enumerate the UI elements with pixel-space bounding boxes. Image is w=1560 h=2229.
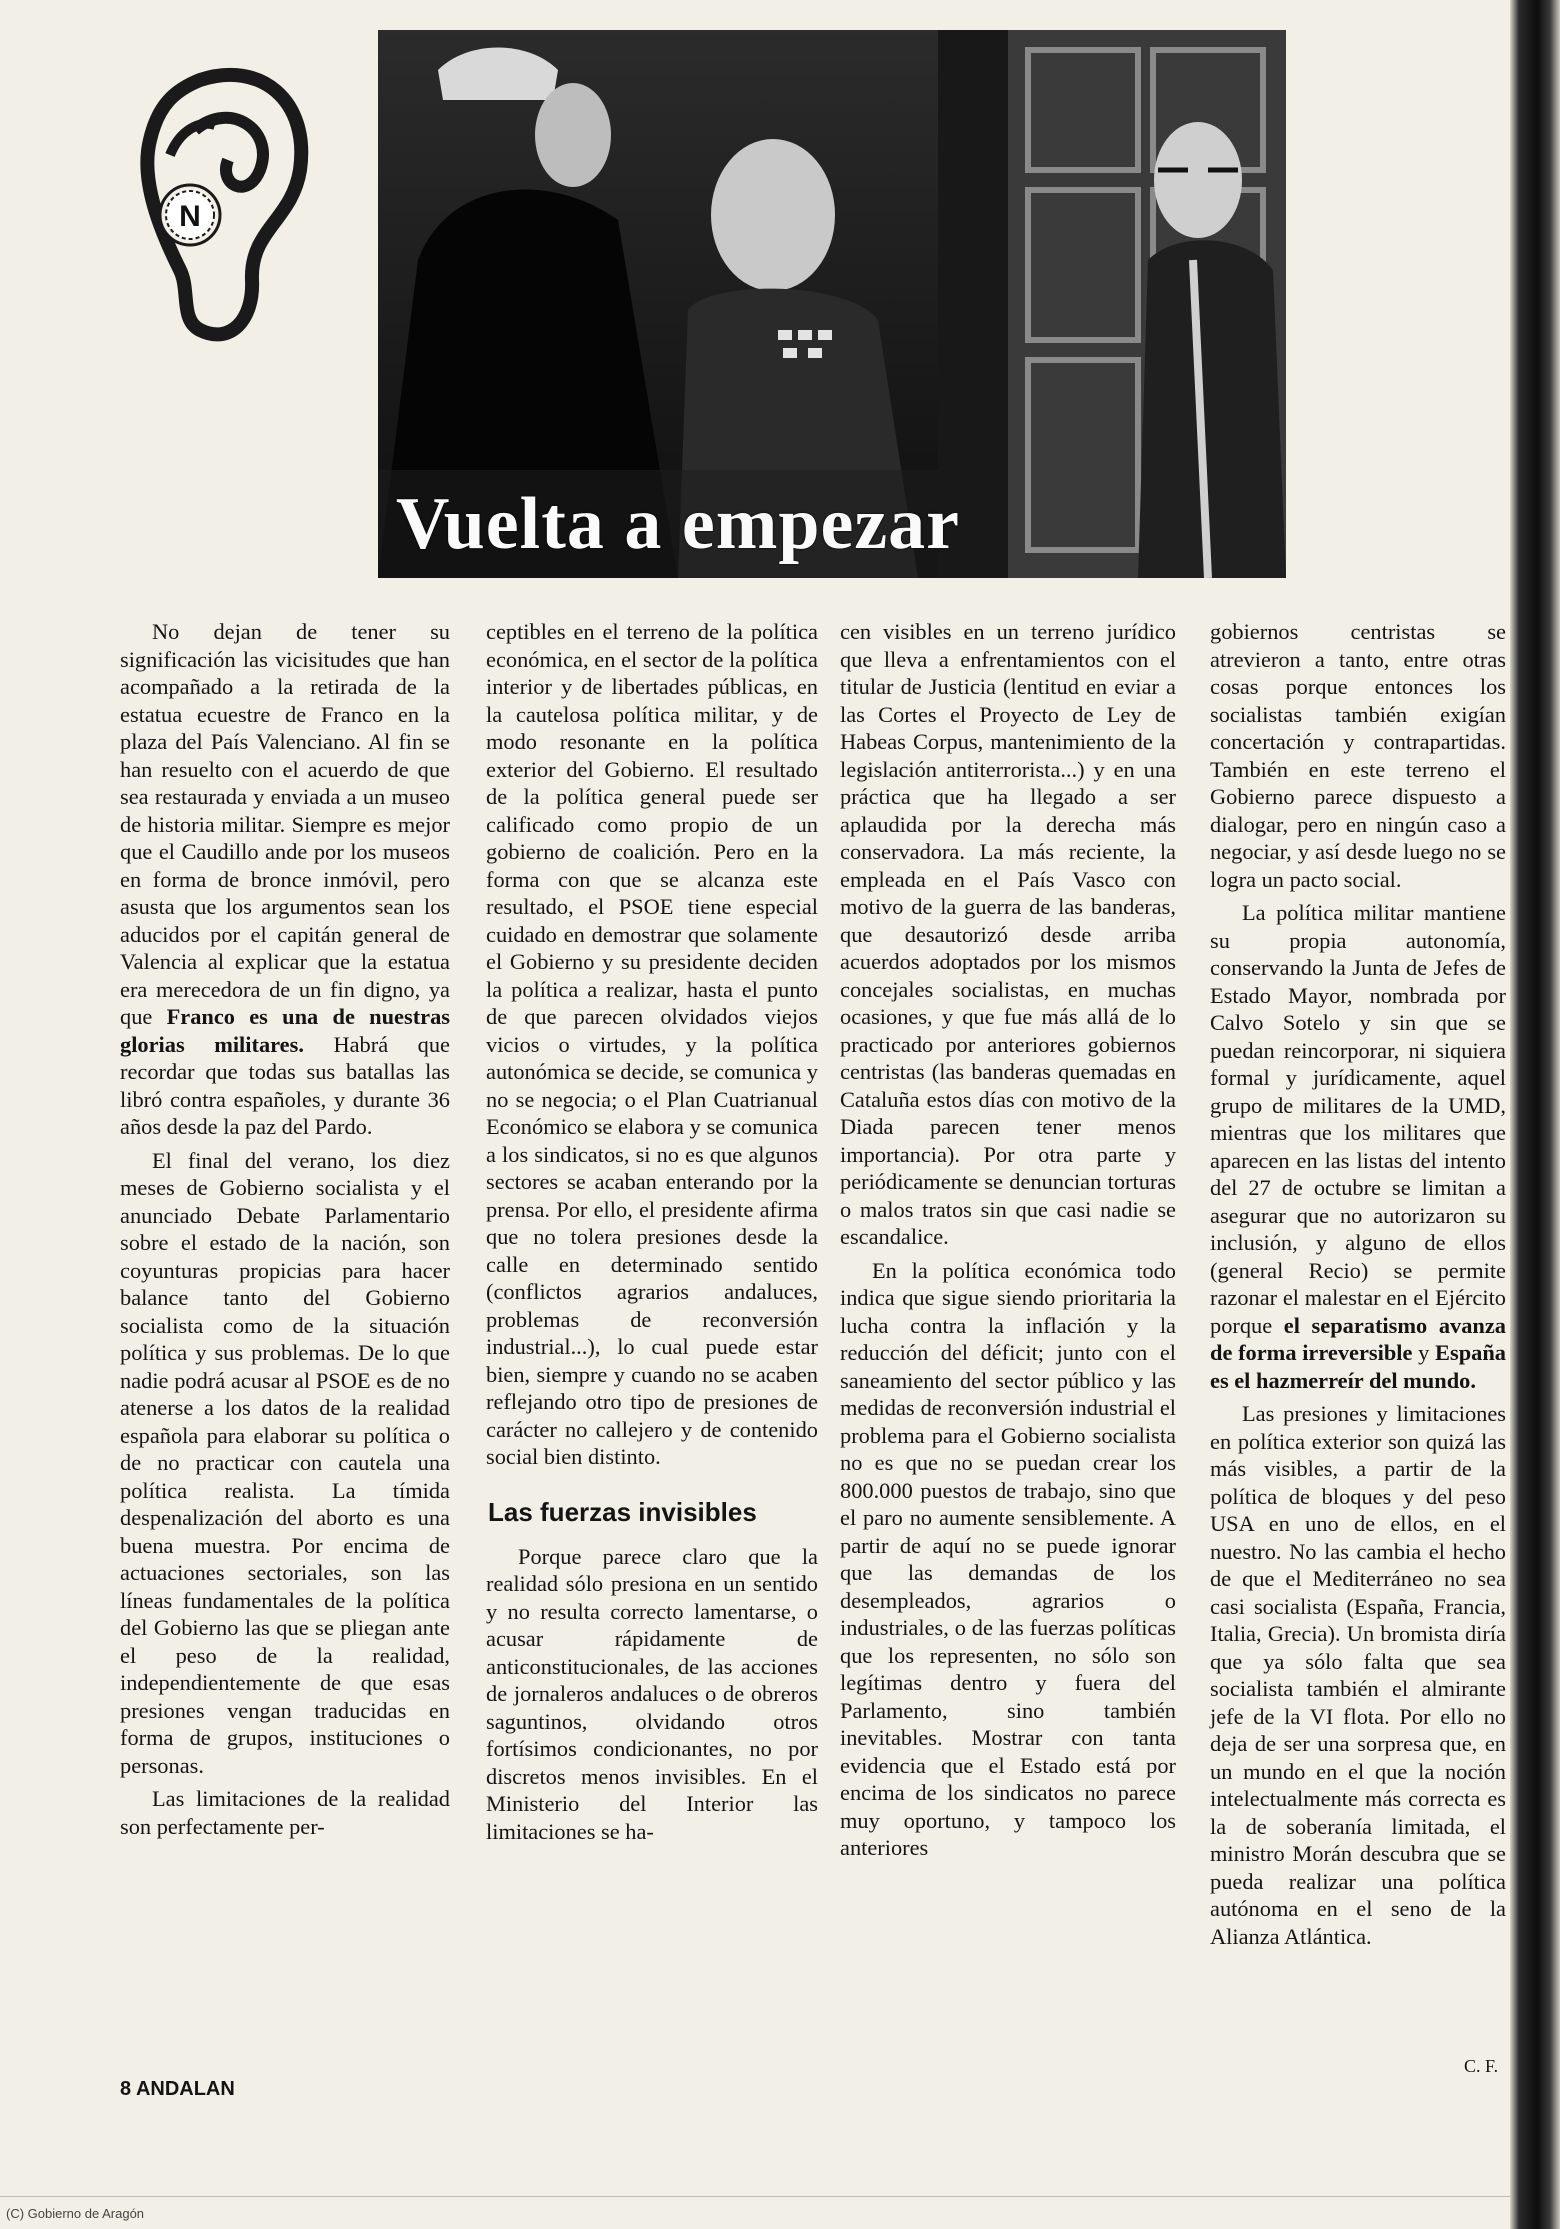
article-column-3 [840,618,1176,1868]
text-run: y [1412,1340,1436,1365]
paragraph [1210,899,1506,1394]
page-footer: 8 ANDALAN [120,2078,235,2100]
section-logo [140,60,310,350]
article-column-1 [120,618,450,1846]
author-signature: C. F. [1464,2056,1499,2076]
bold-quote: España es el hazmerreír del mundo. [1210,1340,1506,1393]
text-run: Habrá que recordar que todas sus batallas las libró contra españoles, y durante 36 años desde la paz del Pardo. [120,1031,450,1139]
paragraph: Porque parece claro que la realidad sólo presiona en un sentido y no resulta correcto lamentarse, o acusar rápidamente de anticonstitucionales, de las acciones de jornaleros andaluces o de obreros saguntinos, olvidando otros fortísimos condicionantes, no por discretos menos invisibles. En el Ministerio del Interior las limitaciones se ha- [486,1543,818,1844]
article-headline: Vuelta a empezar [396,483,961,565]
bottom-rule [0,2196,1510,2197]
bold-quote: Franco es una de nuestras glorias militares. [120,1004,450,1057]
paragraph [120,618,450,1141]
adjacent-page-bleed [1290,30,1510,590]
paragraph: gobiernos centristas se atrevieron a tanto, entre otras cosas porque entonces los socialistas también exigían concertación y contrapartidas. También en este terreno el Gobierno parece dispuesto a dialogar, pero en ningún caso a negociar, y así desde luego no se logra un pacto social. [1210,619,1506,892]
text-run: No dejan de tener su significación las vicisitudes que han acompañado a la retirada de la estatua ecuestre de Franco en la plaza del País Valenciano. Al fin se han resuelto con el acuerdo de que sea restaurada y enviada a un museo de historia militar. Siempre es mejor que el Caudillo ande por los museos en forma de bronce inmóvil, pero asusta que los argumentos sean los aducidos por el capitán general de Valencia al explicar que la estatua era merecedora de un fin digno, ya que [120,619,450,1029]
text-run: La política militar mantiene su propia autonomía, conservando la Junta de Jefes de Estado Mayor, nombrada por Calvo Sotelo y sin que se puedan reincorporar, ni siquiera formal y jurídicamente, aquel grupo de militares de la UMD, mientras que los militares que aparecen en las listas del intento del 27 de octubre se limitan a asegurar que no autorizaron su inclusión, y alguno de ellos (general Recio) se permite razonar el malestar en el Ejército porque [1210,900,1506,1338]
paragraph: Las presiones y limitaciones en política exterior son quizá las más visibles, a partir de la política de bloques y del peso USA en uno de ellos, en el nuestro. No las cambia el hecho de que el Mediterráneo no sea casi socialista (España, Francia, Italia, Grecia). Un bromista diría que ya sólo falta que sea socialista también el almirante jefe de la VI flota. Por ello no deja de ser una sorpresa que, en un mundo en el que la noción intelectualmente más correcta es la de soberanía limitada, el ministro Morán descubra que se pueda realizar una política autónoma en el seno de la Alianza Atlántica. [1210,1401,1506,1949]
bold-quote: el separatismo avanza de forma irreversible [1210,1312,1506,1365]
page-binding-shadow [1510,0,1560,2229]
paragraph: ceptibles en el terreno de la política económica, en el sector de la política interior y de libertades públicas, en la cautelosa política militar, y de modo resonante en la política exterior del Gobierno. El resultado de la política general puede ser calificado como propio de un gobierno de coalición. Pero en la forma con que se alcanza este resultado, el PSOE tiene especial cuidado en demostrar que solamente el Gobierno y su presidente deciden la política a realizar, hasta el punto de que parecen olvidados viejos vicios o virtudes, y la política autonómica se decide, se comunica y no se negocia; o el Plan Cuatrianual Económico se elabora y se comunica a los sindicatos, si no es que algunos sectores se acaban enterando por la prensa. Por ello, el presidente afirma que no tolera presiones desde la calle en determinado sentido (conflictos agrarios andaluces, problemas de reconversión industrial...), lo cual puede estar bien, siempre y cuando no se acaben reflejando otro tipo de presiones de carácter no callejero y de contenido social bien distinto. [486,619,819,1469]
article-column-2 [486,618,818,1851]
copyright-notice: (C) Gobierno de Aragón [6,2206,145,2221]
logo-letter: N [179,200,201,233]
ear-logo-icon [140,60,310,350]
section-subheading: Las fuerzas invisibles [488,1496,757,1527]
paragraph: cen visibles en un terreno jurídico que lleva a enfrentamientos con el titular de Justicia (lentitud en eviar a las Cortes el Proyecto de Ley de Habeas Corpus, mantenimiento de la legislación antiterrorista...) y en una práctica que ha llegado a ser aplaudida por la derecha más conservadora. La más reciente, la empleada en el País Vasco con motivo de la guerra de las banderas, que desautorizó desde arriba acuerdos adoptados por los mismos concejales socialistas, en muchas ocasiones, y que fue más allá de lo practicado por anteriores gobiernos centristas (las banderas quemadas en Cataluña estos días con motivo de la Diada parecen tener menos importancia). Por otra parte y periódicamente se denuncian torturas o malos tratos sin que casi nadie se escandalice. [840,619,1176,1249]
article-column-4 [1210,618,1506,1956]
paragraph: En la política económica todo indica que sigue siendo prioritaria la lucha contra la inflación y la reducción del déficit; junto con el saneamiento del sector público y las medidas de reconversión industrial el problema para el Gobierno socialista no es que no se puedan crear los 800.000 puestos de trabajo, sino que el paro no aumente sensiblemente. A partir de aquí no se puede ignorar que las demandas de los desempleados, agrarios o industriales, o de las fuerzas políticas que los representen, no sólo son legítimas dentro y fuera del Parlamento, sino también inevitables. Mostrar con tanta evidencia que el Estado está por encima de los sindicatos no parece muy oportuno, y tampoco los anteriores [840,1257,1176,1860]
paragraph: El final del verano, los diez meses de Gobierno socialista y el anunciado Debate Parlamentario sobre el estado de la nación, son coyunturas propicias para hacer balance tanto del Gobierno socialista como de la situación política y sus problemas. De lo que nadie podrá acusar al PSOE es de no atenerse a los datos de la realidad española para elaborar su política o de no practicar con cautela una política realista. La tímida despenalización del aborto es una buena muestra. Por encima de actuaciones sectoriales, son las líneas fundamentales de la política del Gobierno las que se pliegan ante el peso de la realidad, independientemente de que esas presiones vengan traducidas en forma de grupos, instituciones o personas. [120,1147,450,1778]
paragraph: Las limitaciones de la realidad son perfectamente per- [120,1786,450,1839]
